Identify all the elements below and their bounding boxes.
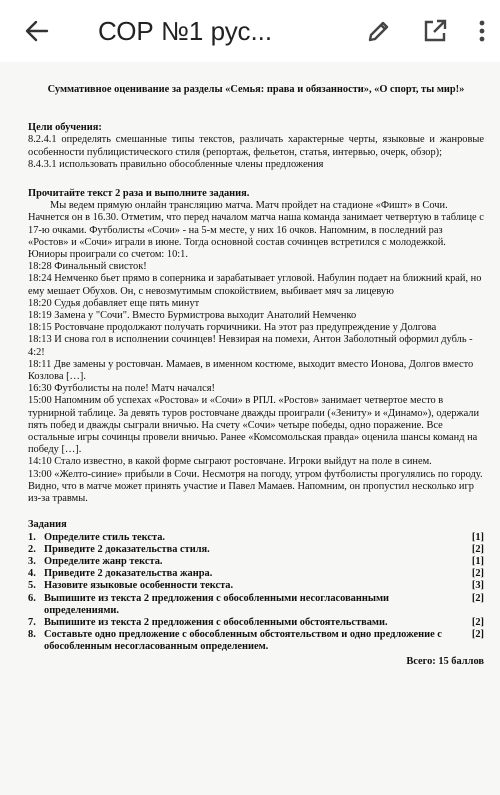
task-score: [2] xyxy=(471,568,484,580)
task-item xyxy=(28,629,484,653)
goal-item: 8.2.4.1 определять смешанные типы текстов, различать характерные черты, языковые и жанровые особенности публицистического стиля (репортаж, фельетон, статья, интервью, очерк, обзор); xyxy=(28,134,484,158)
task-item xyxy=(28,593,484,617)
back-arrow-icon[interactable] xyxy=(22,16,52,46)
document-title: СОР №1 рус... xyxy=(98,15,273,46)
task-score: [2] xyxy=(471,592,484,604)
task-number: 7. xyxy=(28,616,36,628)
task-text: Выпишите из текста 2 предложения с обособленными обстоятельствами. xyxy=(44,616,388,628)
task-number: 1. xyxy=(28,531,36,543)
task-text: Приведите 2 доказательства стиля. xyxy=(44,543,210,555)
text-line: 13:00 «Желто-синие» прибыли в Сочи. Несмотря на погоду, утром футболисты прогулялись по городу. Видно, что в матче может принять участие и Павел Мамаев. Напомним, он пропустил несколько игр из-за травмы. xyxy=(28,468,483,505)
task-number: 8. xyxy=(28,629,36,641)
document-page xyxy=(28,84,484,668)
text-line: 18:19 Замена у "Сочи". Вместо Бурмистрова выходит Анатолий Немченко xyxy=(28,310,357,322)
task-item xyxy=(28,556,484,568)
task-score: [1] xyxy=(471,555,484,567)
reading-text xyxy=(28,188,484,505)
task-score: [2] xyxy=(471,629,484,641)
task-score: [2] xyxy=(471,543,484,555)
task-score: [2] xyxy=(471,616,484,628)
text-line: 15:00 Напомним об успехах «Ростова» и «Сочи» в РПЛ. «Ростов» занимает четвертое место в турнирной таблице. За девять туров ростовчане дважды проиграли («Зениту» и «Динамо»), одержали пять побед и дважды сыграли вничью. На счету «Сочи» четыре победы, одно поражение. Все остальные игры сочинцы провели вничью. Ранее «Комсомольская правда» оценила шансы команд на победу […]. xyxy=(28,395,480,456)
text-line: 18:24 Немченко бьет прямо в соперника и зарабатывает угловой. Набулин подает на ближний край, но ему мешает Обухов. Он, с невозмутимым спокойствием, выбивает мяч за лицевую xyxy=(28,273,482,297)
learning-goals xyxy=(28,122,484,171)
text-line: 16:30 Футболисты на поле! Матч начался! xyxy=(28,383,215,395)
more-vert-icon[interactable] xyxy=(472,16,492,46)
task-number: 3. xyxy=(28,555,36,567)
text-line: 14:10 Стало известно, в какой форме сыграют ростовчане. Игроки выйдут на поле в синем. xyxy=(28,456,432,468)
task-item xyxy=(28,544,484,556)
document-viewer[interactable] xyxy=(0,62,500,795)
text-intro: Мы ведем прямую онлайн трансляцию матча. Матч пройдет на стадионе «Фишт» в Сочи. Начнется он в 16.30. Отметим, что перед началом матча наша команда занимает четвертую в таблице с 17-ю очками. Футболисты «Сочи» - на 5-м месте, у них 16 очков. Напомним, в последний раз «Ростов» и «Сочи» играли в июне. Тогда основной состав сочинцев встретился с молодежкой. Юниоры проиграли со счетом: 10:1. xyxy=(28,200,484,261)
tasks-heading: Задания xyxy=(28,519,67,531)
reading-instruction: Прочитайте текст 2 раза и выполните задания. xyxy=(28,188,250,200)
task-list xyxy=(28,532,484,654)
task-number: 4. xyxy=(28,568,36,580)
text-line: 18:13 И снова гол в исполнении сочинцев! Невзирая на помехи, Антон Заболотный оформил дубль - 4:2! xyxy=(28,334,473,358)
text-line: 18:11 Две замены у ростовчан. Мамаев, в именном костюме, выходит вместо Ионова, Долгов вместо Козлова […]. xyxy=(28,358,474,383)
tasks-section xyxy=(28,519,484,667)
text-line: 18:20 Судья добавляет еще пять минут xyxy=(28,297,200,309)
task-number: 6. xyxy=(28,592,36,604)
app-bar xyxy=(0,0,500,62)
assessment-title: Суммативное оценивание за разделы «Семья: права и обязанности», «О спорт, ты мир!» xyxy=(47,84,465,95)
text-line: 18:28 Финальный свисток! xyxy=(28,261,147,273)
goals-heading: Цели обучения: xyxy=(28,122,102,134)
task-number: 5. xyxy=(28,580,36,592)
task-score: [3] xyxy=(471,580,484,592)
task-item xyxy=(28,617,484,629)
task-item xyxy=(28,532,484,544)
task-text: Определите жанр текста. xyxy=(44,555,163,567)
task-text: Составьте одно предложение с обособленным обстоятельством и одно предложение с обособленным несогласованным определением. xyxy=(44,629,442,653)
edit-pencil-icon[interactable] xyxy=(364,16,394,46)
task-item xyxy=(28,568,484,580)
goal-item: 8.4.3.1 использовать правильно обособленные члены предложения xyxy=(28,158,324,170)
task-score: [1] xyxy=(471,531,484,543)
task-text: Назовите языковые особенности текста. xyxy=(44,580,234,592)
task-text: Приведите 2 доказательства жанра. xyxy=(44,568,213,580)
text-line: 18:15 Ростовчане продолжают получать горчичники. На этот раз предупреждение у Долгова xyxy=(28,322,437,334)
open-external-icon[interactable] xyxy=(420,16,450,46)
task-number: 2. xyxy=(28,543,36,555)
task-text: Выпишите из текста 2 предложения с обособленными несогласованными определениями. xyxy=(44,592,390,616)
task-item xyxy=(28,580,484,592)
task-text: Определите стиль текста. xyxy=(44,531,166,543)
total-score: Всего: 15 баллов xyxy=(406,655,484,667)
